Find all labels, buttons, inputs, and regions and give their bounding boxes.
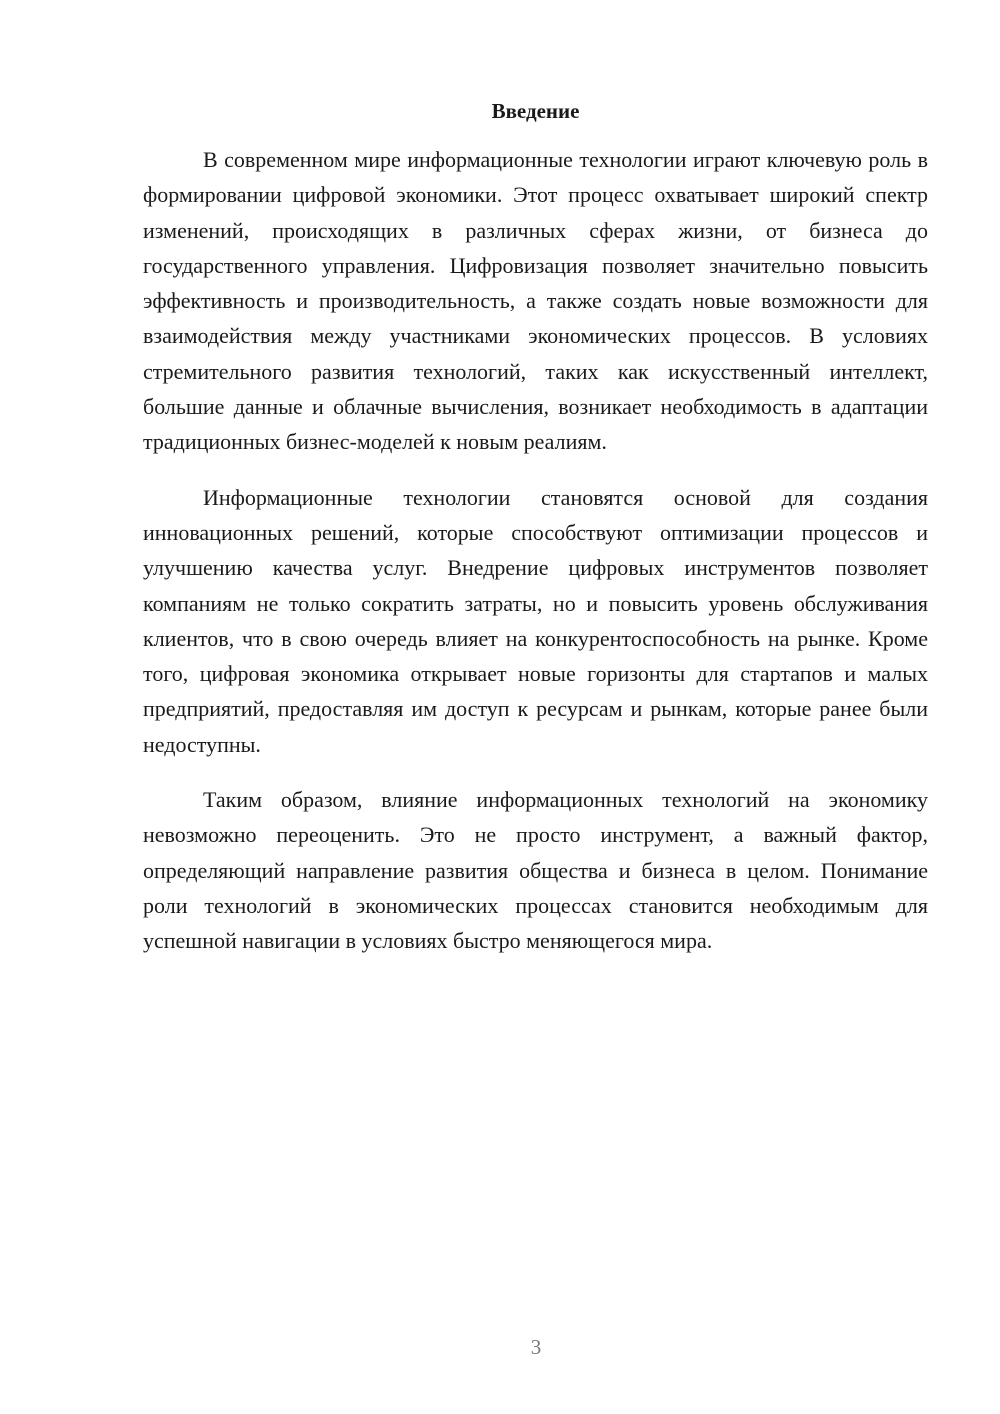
paragraph-conclusion: Таким образом, влияние информационных технологий на экономику невозможно переоценить. Это не просто инструмент, а важный фактор, определяющий направление развития общества и бизнеса в целом. Понимание роли технологий в экономических процессах становится необходимым для успешной навигации в условиях быстро меняющегося мира. [143,787,928,954]
body-text [143,142,928,979]
section-heading: Введение [491,99,580,123]
page-number: 3 [530,1335,542,1359]
paragraph-intro: В современном мире информационные технологии играют ключевую роль в формировании цифровой экономики. Этот процесс охватывает широкий спектр изменений, происходящих в различных сферах жизни, от бизнеса до государственного управления. Цифровизация позволяет значительно повысить эффективность и производительность, а также создать новые возможности для взаимодействия между участниками экономических процессов. В условиях стремительного развития технологий, таких как искусственный интеллект, большие данные и облачные вычисления, возникает необходимость в адаптации традиционных бизнес-моделей к новым реалиям. [143,147,928,455]
paragraph-innovation: Информационные технологии становятся основой для создания инновационных решений, которые способствуют оптимизации процессов и улучшению качества услуг. Внедрение цифровых инструментов позволяет компаниям не только сократить затраты, но и повысить уровень обслуживания клиентов, что в свою очередь влияет на конкурентоспособность на рынке. Кроме того, цифровая экономика открывает новые горизонты для стартапов и малых предприятий, предоставляя им доступ к ресурсам и рынкам, которые ранее были недоступны. [143,484,928,757]
